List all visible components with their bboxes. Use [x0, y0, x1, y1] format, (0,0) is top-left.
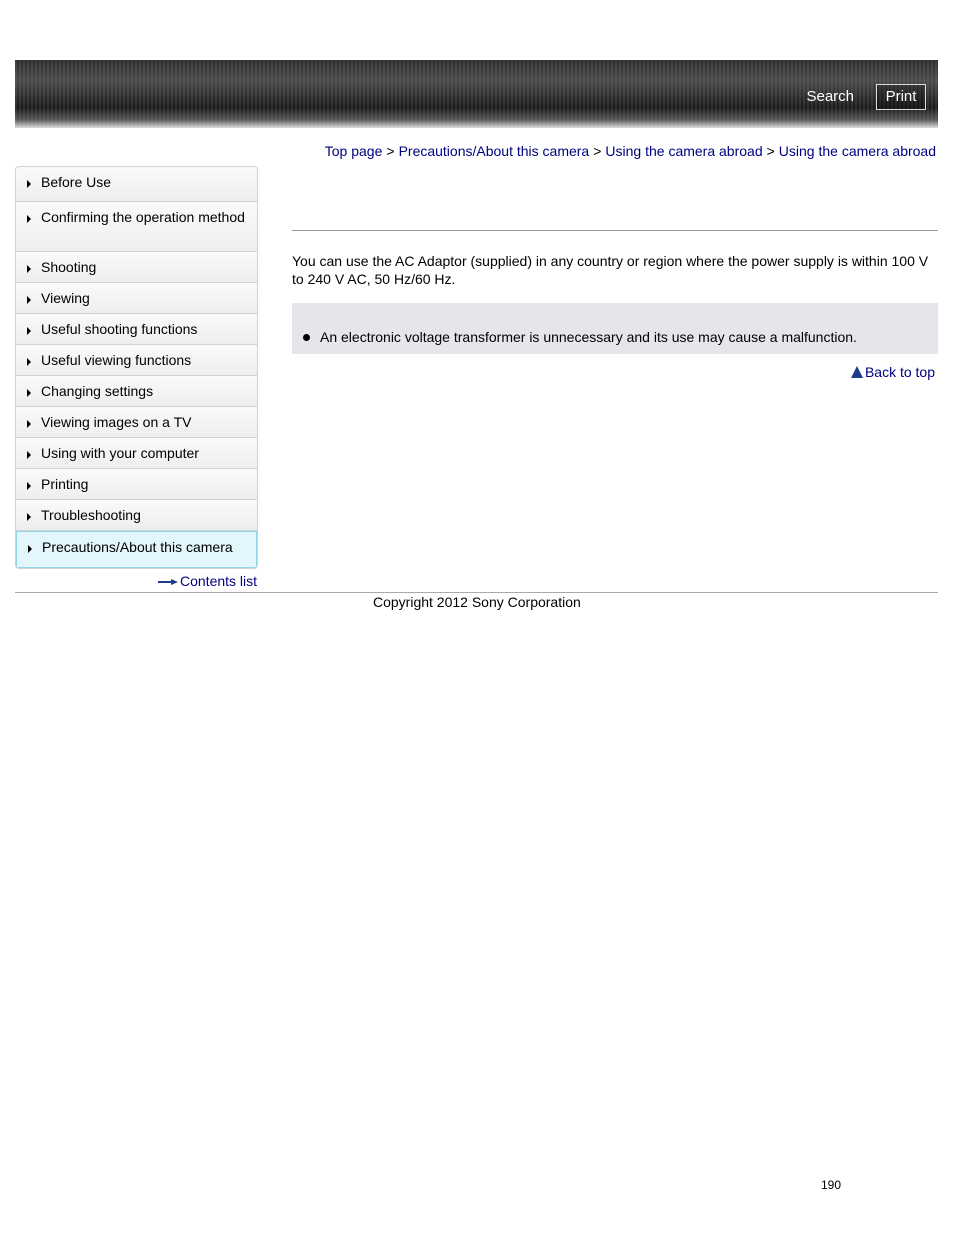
sidebar-item-label: Viewing [41, 290, 90, 306]
sidebar-item-useful-viewing[interactable] [16, 345, 257, 376]
sidebar-item-precautions[interactable] [16, 531, 257, 568]
sidebar-item-changing-settings[interactable] [16, 376, 257, 407]
sidebar-item-label: Useful shooting functions [41, 321, 198, 337]
arrow-right-icon [27, 265, 31, 273]
arrow-right-icon [27, 180, 31, 188]
breadcrumb-using-abroad[interactable]: Using the camera abroad [605, 143, 763, 159]
sidebar-item-label: Changing settings [41, 383, 154, 399]
sidebar-item-shooting[interactable] [16, 252, 257, 283]
breadcrumb-separator: > [386, 143, 395, 159]
sidebar-item-label: Viewing images on a TV [41, 414, 192, 430]
breadcrumb-top-page[interactable]: Top page [324, 143, 383, 159]
sidebar-item-useful-shooting[interactable] [16, 314, 257, 345]
note-item: An electronic voltage transformer is unnecessary and its use may cause a malfunction. [320, 329, 857, 345]
arrow-right-icon [158, 579, 178, 585]
triangle-up-icon [851, 366, 863, 378]
sidebar-item-label: Shooting [41, 259, 97, 275]
arrow-right-icon [27, 389, 31, 397]
sidebar-item-label: Printing [41, 476, 89, 492]
arrow-right-icon [27, 451, 31, 459]
sidebar-item-label: Before Use [41, 174, 112, 190]
sidebar-item-printing[interactable] [16, 469, 257, 500]
arrow-right-icon [27, 327, 31, 335]
contents-list-link[interactable] [158, 573, 257, 589]
sidebar-item-computer[interactable] [16, 438, 257, 469]
body-paragraph: You can use the AC Adaptor (supplied) in any country or region where the power supply is within 100 V to 240 V AC, 50 Hz/60 Hz. [292, 253, 929, 287]
header-bar [15, 60, 938, 128]
back-to-top-label: Back to top [864, 364, 935, 380]
breadcrumb-separator: > [593, 143, 602, 159]
sidebar-item-confirming-operation[interactable] [16, 202, 257, 252]
sidebar-item-label: Using with your computer [41, 445, 199, 461]
search-link[interactable]: Search [806, 88, 854, 105]
title-divider [292, 230, 938, 231]
sidebar-item-label: Troubleshooting [41, 507, 141, 523]
sidebar-item-label: Confirming the operation method [41, 209, 245, 225]
print-button[interactable]: Print [876, 84, 926, 110]
sidebar-item-before-use[interactable] [16, 167, 257, 202]
back-to-top-link[interactable] [851, 364, 935, 380]
footer-divider [15, 592, 938, 593]
arrow-right-icon [27, 296, 31, 304]
breadcrumb-precautions[interactable]: Precautions/About this camera [398, 143, 590, 159]
arrow-right-icon [28, 545, 32, 553]
arrow-right-icon [27, 420, 31, 428]
arrow-right-icon [27, 215, 31, 223]
copyright-text: Copyright 2012 Sony Corporation [373, 594, 581, 610]
arrow-right-icon [27, 482, 31, 490]
sidebar-item-label: Precautions/About this camera [42, 539, 233, 555]
sidebar-item-viewing-tv[interactable] [16, 407, 257, 438]
breadcrumb [325, 143, 936, 159]
sidebar-item-troubleshooting[interactable] [16, 500, 257, 531]
sidebar-nav [15, 166, 258, 569]
bullet-icon [303, 334, 310, 341]
sidebar-item-viewing[interactable] [16, 283, 257, 314]
arrow-right-icon [27, 358, 31, 366]
page-number: 190 [821, 1178, 842, 1192]
contents-list-label: Contents list [180, 573, 258, 589]
arrow-right-icon [27, 513, 31, 521]
sidebar-item-label: Useful viewing functions [41, 352, 192, 368]
breadcrumb-current[interactable]: Using the camera abroad [778, 143, 936, 159]
breadcrumb-separator: > [766, 143, 775, 159]
note-box [292, 303, 938, 354]
